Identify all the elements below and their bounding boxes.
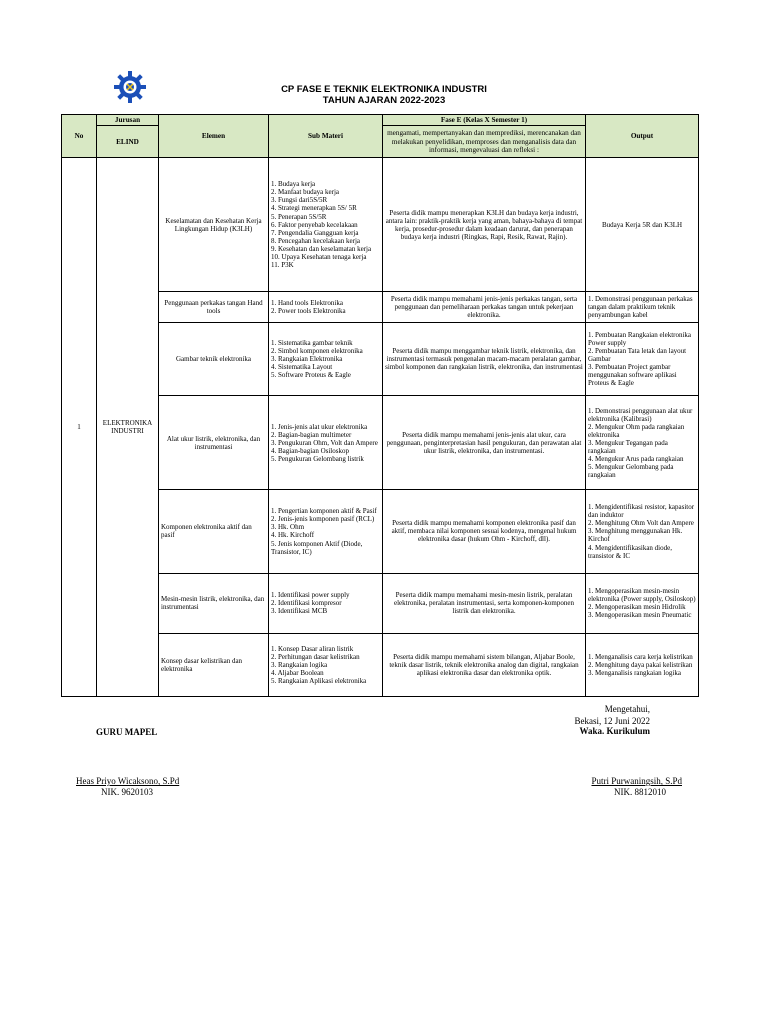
sub-item: 2. Power tools Elektronika	[271, 306, 346, 315]
sub-item: 2. Simbol komponen elektronika	[271, 346, 363, 355]
fase-cell: Peserta didik mampu menggambar teknik listrik, elektronika, dan instrumentasi termasuk pengenalan macam-macam peralatan gambar, simbol komponen dan rangkaian listrik, elektronika, dan instrumentasi	[383, 322, 586, 395]
elemen-cell: Konsep dasar kelistrikan dan elektronika	[159, 633, 269, 696]
sub-item: 2. Jenis-jenis komponen pasif (RCL)	[271, 515, 375, 524]
sub-item: 3. Rangkaian Elektronika	[271, 354, 343, 363]
output-item: 1. Mengidentifikasi resistor, kapasitor dan induktor	[588, 503, 695, 520]
sub-item: 11. P3K	[271, 260, 294, 269]
elemen-cell: Alat ukur listrik, elektronika, dan instrumentasi	[159, 396, 269, 490]
header-sub-materi: Sub Materi	[269, 115, 383, 158]
output-cell	[586, 573, 699, 633]
output-cell	[586, 291, 699, 322]
header-jurusan: Jurusan	[97, 115, 159, 126]
sub-item: 4. Hk. Kirchoff	[271, 531, 315, 540]
sub-item: 7. Pengendalia Gangguan kerja	[271, 228, 359, 237]
elemen-cell: Keselamatan dan Kesehatan Kerja Lingkungan Hidup (K3LH)	[159, 158, 269, 291]
waka-kurikulum-name: Putri Purwaningsih, S.Pd	[591, 776, 682, 786]
output-cell	[586, 490, 699, 573]
elemen-cell: Gambar teknik elektronika	[159, 322, 269, 395]
header-no: No	[62, 115, 97, 158]
sub-item: 10. Upaya Kesehatan tenaga kerja	[271, 252, 367, 261]
row-number: 1	[62, 158, 97, 697]
sub-item: 4. Strategi menerapkan 5S/ 5R	[271, 204, 357, 213]
output-item: 3. Menghitung menggunakan Hk. Kirchof	[588, 527, 683, 544]
sub-item: 9. Kesehatan dan keselamatan kerja	[271, 244, 372, 253]
sub-item: 1. Sistematika gambar teknik	[271, 338, 353, 347]
sub-materi-cell	[269, 633, 383, 696]
sub-materi-cell	[269, 573, 383, 633]
output-item: 4. Mengidentifikasikan diode, transistor & IC	[588, 543, 672, 560]
elemen-cell: Komponen elektronika aktif dan pasif	[159, 490, 269, 573]
row-jurusan: ELEKTRONIKA INDUSTRI	[97, 158, 159, 697]
cp-table	[61, 114, 699, 697]
document-subtitle: TAHUN AJARAN 2022-2023	[322, 95, 446, 106]
sub-item: 2. Perhitungan dasar kelistrikan	[271, 652, 360, 661]
output-item: 1. Demonstrasi penggunaan alat ukur elektronika (Kalibrasi)	[588, 406, 693, 423]
output-item: 2. Mengukur Ohm pada rangkaian elektronika	[588, 422, 685, 439]
sub-item: 1. Pengertian komponen aktif & Pasif	[271, 507, 377, 516]
fase-cell: Peserta didik mampu memahami sistem bilangan, Aljabar Boole, teknik dasar listrik, teknik elektronika analog dan digital, rangkaian aplikasi elektronika dasar dan elektronika optik.	[383, 633, 586, 696]
output-item: 2. Menghitung Ohm Volt dan Ampere	[588, 519, 694, 528]
sub-item: 4. Sistematika Layout	[271, 363, 333, 371]
sub-materi-cell	[269, 291, 383, 322]
sub-item: 1. Hand tools Elektronika	[271, 298, 343, 307]
sub-item: 5. Penerapan 5S/5R	[271, 212, 327, 221]
sub-item: 3. Identifikasi MCB	[271, 607, 328, 616]
guru-mapel-role: GURU MAPEL	[96, 727, 158, 737]
output-item: 3. Mengukur Tegangan pada rangkaian	[588, 438, 668, 455]
fase-cell: Peserta didik mampu menerapkan K3LH dan budaya kerja industri, antara lain: praktik-praktik kerja yang aman, bahaya-bahaya di tempat kerja, prosedur-prosedur dalam keadaan darurat, dan penerapan budaya kerja industri (Ringkas, Rapi, Resik, Rawat, Rajin).	[383, 158, 586, 291]
sub-item: 3. Rangkaian logika	[271, 660, 328, 669]
sub-item: 1. Jenis-jenis alat ukur elektronika	[271, 422, 368, 431]
header-output: Output	[586, 115, 699, 158]
elemen-cell: Penggunaan perkakas tangan Hand tools	[159, 291, 269, 322]
output-item: 2. Menghitung daya pakai kelistrikan	[588, 660, 693, 669]
sub-item: 5. Rangkaian Aplikasi elektronika	[271, 676, 367, 685]
sub-item: 6. Faktor penyebab kecelakaan	[271, 220, 358, 229]
sub-materi-cell	[269, 396, 383, 490]
guru-mapel-nik: NIK. 9620103	[101, 787, 153, 797]
sub-materi-cell	[269, 322, 383, 395]
header-fase: Fase E (Kelas X Semester 1)	[383, 115, 586, 126]
sub-item: 2. Identifikasi kompresor	[271, 599, 342, 608]
output-item: 1. Demonstrasi penggunaan perkakas tangan dalam praktikum teknik penyambungan kabel	[588, 294, 693, 319]
output-cell	[586, 396, 699, 490]
output-item: 3. Pembuatan Project gambar menggunakan software aplikasi Proteus & Eagle	[588, 363, 677, 388]
sub-item: 5. Pengukuran Gelombang listrik	[271, 454, 364, 463]
output-item: 2. Pembuatan Tata letak dan layout Gambar	[588, 346, 687, 363]
output-cell	[586, 158, 699, 291]
sub-item: 8. Pencegahan kecelakaan kerja	[271, 236, 361, 245]
output-item: 1. Mengoperasikan mesin-mesin elektronika (Power supply, Osiloskop)	[588, 587, 696, 604]
table-row	[62, 158, 699, 291]
fase-cell: Peserta didik mampu memahami mesin-mesin listrik, peralatan elektronika, peralatan instrumentasi, serta komponen-komponen listrik dan elektronika.	[383, 573, 586, 633]
sub-item: 5. Jenis komponen Aktif (Diode, Transistor, IC)	[271, 539, 363, 556]
fase-cell: Peserta didik mampu memahami jenis-jenis alat ukur, cara penggunaan, penginterpretasian hasil pengukuran, dan perawatan alat ukur listrik, elektronika, dan instrumentasi.	[383, 396, 586, 490]
sub-item: 5. Software Proteus & Eagle	[271, 371, 351, 380]
fase-cell: Peserta didik mampu memahami komponen elektronika pasif dan aktif, membaca nilai komponen sesuai kodenya, mengenal hukum elektronika dasar (hukum Ohm - Kirchoff, dll).	[383, 490, 586, 573]
mengetahui-label: Mengetahui,	[604, 704, 650, 714]
sub-item: 1. Budaya kerja	[271, 180, 316, 189]
sub-item: 1. Konsep Dasar aliran listrik	[271, 644, 354, 653]
document-title: CP FASE E TEKNIK ELEKTRONIKA INDUSTRI	[281, 84, 487, 95]
sub-item: 4. Aljabar Boolean	[271, 668, 324, 677]
output-cell	[586, 633, 699, 696]
sub-item: 3. Fungsi dari5S/5R	[271, 196, 328, 205]
sub-item: 3. Pengukuran Ohm, Volt dan Ampere	[271, 438, 378, 447]
output-item: 3. Menganalisis rangkaian logika	[588, 668, 681, 677]
place-date: Bekasi, 12 Juni 2022	[574, 716, 650, 726]
output-item: 1. Menganalisis cara kerja kelistrikan	[588, 652, 693, 661]
header-elemen: Elemen	[159, 115, 269, 158]
waka-kurikulum-role: Waka. Kurikulum	[579, 726, 650, 736]
header-fase-description: mengamati, mempertanyakan dan memprediksi, merencanakan dan melakukan penyelidikan, memproses dan menganalisis data dan informasi, mengevaluasi dan refleksi :	[383, 126, 586, 158]
elemen-cell: Mesin-mesin listrik, elektronika, dan instrumentasi	[159, 573, 269, 633]
sub-item: 2. Bagian-bagian multimeter	[271, 430, 352, 439]
sub-materi-cell	[269, 158, 383, 291]
guru-mapel-name: Heas Priyo Wicaksono, S.Pd	[76, 776, 180, 786]
sub-item: 1. Identifikasi power supply	[271, 591, 350, 600]
output-item: 1. Pembuatan Rangkaian elektronika Power supply	[588, 330, 692, 347]
output-item: 5. Mengukur Gelombang pada rangkaian	[588, 462, 674, 479]
sub-item: 2. Manfaat budaya kerja	[271, 188, 340, 197]
sub-materi-cell	[269, 490, 383, 573]
fase-cell: Peserta didik mampu memahami jenis-jenis perkakas tangan, serta penggunaan dan pemeliharaan perkakas tangan untuk pekerjaan elektronika.	[383, 291, 586, 322]
waka-kurikulum-nik: NIK. 8812010	[614, 787, 666, 797]
output-item: 3. Mengoperasikan mesin Pneumatic	[588, 611, 692, 620]
output-item: Budaya Kerja 5R dan K3LH	[601, 220, 683, 229]
sub-item: 4. Bagian-bagian Osiloskop	[271, 446, 349, 455]
sub-item: 3. Hk. Ohm	[271, 523, 305, 532]
output-item: 4. Mengukur Arus pada rangkaian	[588, 454, 684, 463]
output-item: 2. Mengoperasikan mesin Hidrolik	[588, 603, 686, 612]
header-jurusan-value: ELIND	[97, 126, 159, 158]
output-cell	[586, 322, 699, 395]
